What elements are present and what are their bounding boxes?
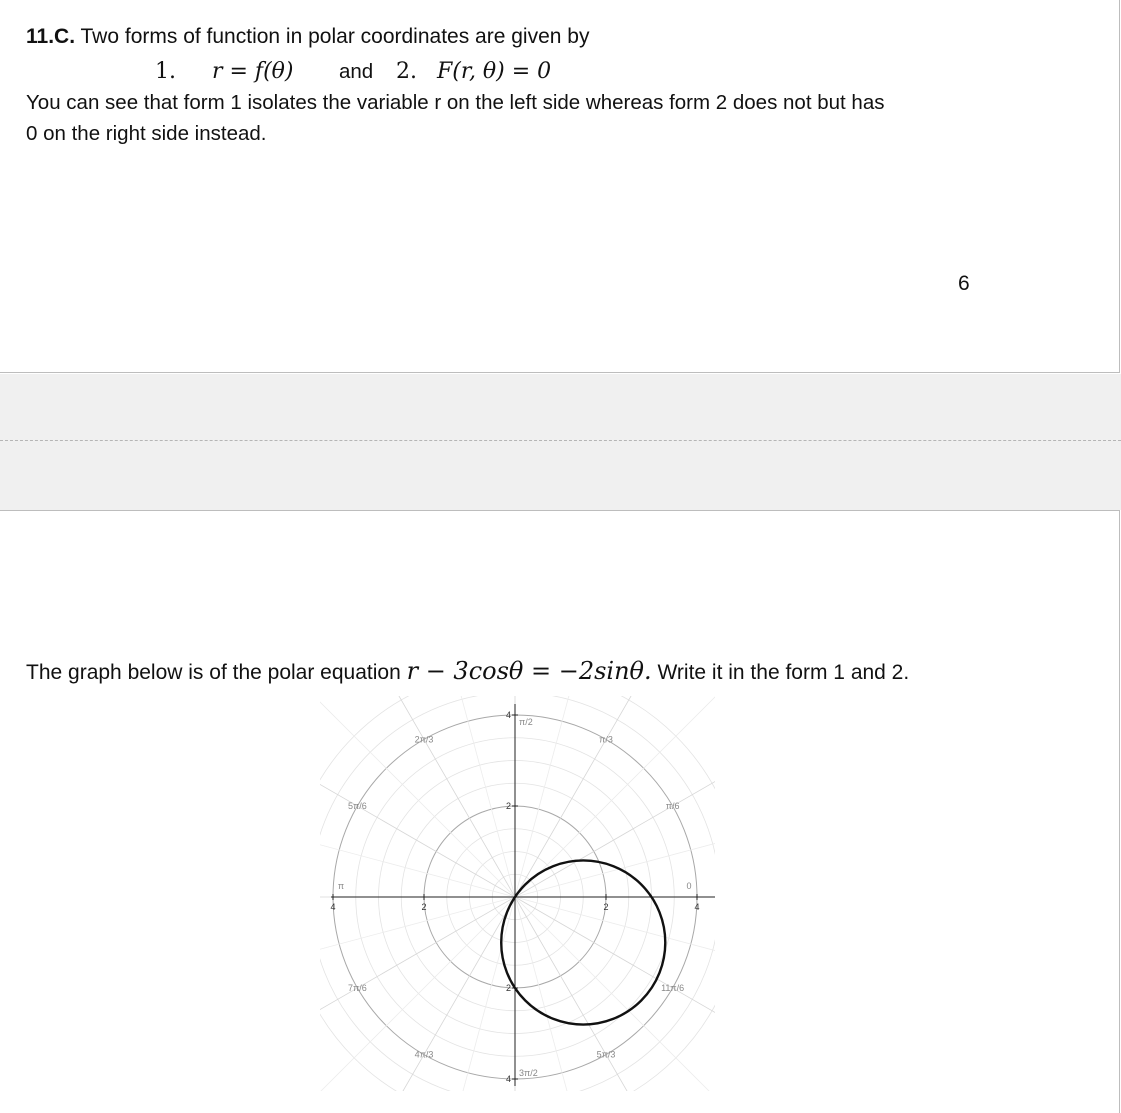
page-gap [0, 374, 1121, 510]
y-tick-label: 4 [505, 1074, 511, 1084]
question-prefix: The graph below is of the polar equation [26, 661, 407, 684]
problem-heading [26, 25, 589, 49]
radial-spoke [435, 694, 515, 897]
angle-label: 5π/3 [596, 1049, 616, 1060]
angle-label: 2π/3 [414, 734, 434, 745]
x-tick-label: 4 [694, 902, 700, 912]
problem-intro: Two forms of function in polar coordinates are given by [80, 25, 590, 48]
radial-spoke [515, 694, 725, 897]
radial-spoke [515, 897, 725, 1094]
radial-spoke [315, 897, 515, 977]
radial-spoke [361, 897, 515, 1094]
x-tick-label: 4 [330, 902, 336, 912]
form2-equation: F(r, θ) = 0 [437, 59, 552, 84]
x-tick-label: 2 [603, 902, 609, 912]
angle-label: 3π/2 [519, 1068, 538, 1078]
angle-label: 4π/3 [414, 1049, 434, 1060]
radial-spoke [515, 743, 725, 897]
radial-spoke [315, 817, 515, 897]
radial-spoke [515, 897, 725, 1051]
radial-spoke [315, 743, 515, 897]
radial-spoke [515, 694, 669, 897]
page-1 [0, 0, 1120, 373]
and-word: and [339, 60, 374, 83]
page-2 [0, 510, 1120, 1113]
y-tick-label: 2 [505, 801, 511, 811]
angle-label: 5π/6 [348, 801, 367, 811]
question-equation: r − 3cosθ = −2sinθ. [406, 657, 652, 685]
polar-curve [501, 860, 665, 1024]
radial-spoke [515, 897, 595, 1094]
explanation-line-2: 0 on the right side instead. [26, 122, 267, 145]
angle-label: 0 [686, 881, 692, 891]
y-tick-label: 2 [505, 983, 511, 993]
polar-grid [315, 694, 725, 1094]
angle-label: 7π/6 [348, 983, 367, 993]
question-text [26, 657, 909, 685]
angle-label: π/2 [519, 717, 533, 727]
radial-spoke [515, 817, 725, 897]
radial-spoke [315, 897, 515, 1051]
angle-label: 11π/6 [661, 983, 685, 993]
x-tick-label: 2 [421, 902, 427, 912]
form2-number: 2. [396, 59, 417, 84]
question-suffix: Write it in the form 1 and 2. [651, 661, 910, 684]
angle-label: π [337, 881, 345, 891]
angle-label: π/3 [599, 734, 613, 745]
polar-graph [315, 694, 725, 1094]
problem-number: 11.C. [26, 25, 76, 48]
form1-equation: r = f(θ) [212, 59, 294, 84]
page-number: 6 [958, 272, 970, 295]
page-break-line [0, 440, 1121, 441]
form1-number: 1. [155, 59, 176, 84]
curve-layer [501, 860, 665, 1024]
angle-label: π/6 [665, 801, 680, 811]
explanation-line-1: You can see that form 1 isolates the variable r on the left side whereas form 2 does not but has [26, 91, 885, 114]
radial-spoke [361, 694, 515, 897]
y-tick-label: 4 [505, 710, 511, 720]
